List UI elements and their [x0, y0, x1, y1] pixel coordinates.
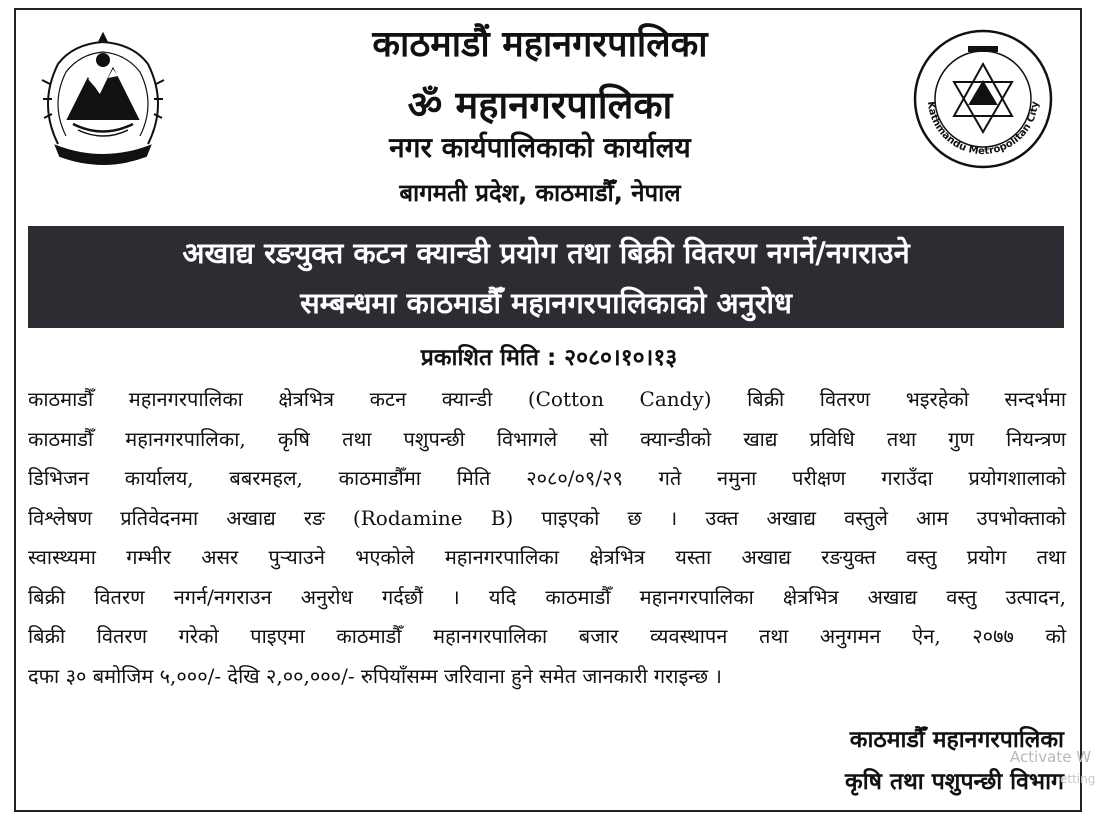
notice-title-banner: [28, 226, 1064, 328]
body-line: डिभिजन कार्यालय, बबरमहल, काठमाडौँमा मिति २०८०/०९/२९ गते नमुना परीक्षण गराउँदा प्रयोगशालाको: [28, 466, 1066, 490]
notice-title-line-1: अखाद्य रङयुक्त कटन क्यान्डी प्रयोग तथा बिक्री वितरण नगर्ने/नगराउने: [182, 236, 910, 270]
notice-title-line-2: सम्बन्धमा काठमाडौँ महानगरपालिकाको अनुरोध: [300, 286, 792, 320]
nepal-emblem-icon: [28, 24, 178, 174]
org-name-stylized-heading: ॐ महानगरपालिका: [407, 82, 673, 127]
seal-text: Kathmandu Metropolitan City: [924, 100, 1042, 158]
activate-windows-watermark-sub: etting: [1060, 772, 1096, 786]
address-heading: बागमती प्रदेश, काठमाडौँ, नेपाल: [399, 179, 681, 207]
notice-body: [28, 380, 1066, 696]
body-line: काठमाडौँ महानगरपालिका क्षेत्रभित्र कटन क्यान्डी (Cotton Candy) बिक्री वितरण भइरहेको सन्दर्भमा: [28, 387, 1066, 411]
body-line: स्वास्थ्यमा गम्भीर असर पुऱ्याउने भएकोले महानगरपालिका क्षेत्रभित्र यस्ता अखाद्य रङयुक्त वस्तु प्रयोग तथा: [28, 545, 1066, 569]
body-line: बिक्री वितरण नगर्न/नगराउन अनुरोध गर्दछौं । यदि काठमाडौँ महानगरपालिका क्षेत्रभित्र अखाद्य वस्तु उत्पादन,: [28, 584, 1066, 609]
activate-windows-watermark: Activate W: [1010, 748, 1092, 766]
publish-date: प्रकाशित मिति : २०८०।१०।१३: [420, 345, 678, 371]
body-line: दफा ३० बमोजिम ५,०००/- देखि २,००,०००/- रुपियाँसम्म जरिवाना हुने समेत जानकारी गराइन्छ ।: [28, 663, 722, 688]
kathmandu-metropolitan-seal-icon: [908, 24, 1058, 174]
body-line: बिक्री वितरण गरेको पाइएमा काठमाडौँ महानगरपालिका बजार व्यवस्थापन तथा अनुगमन ऐन, २०७७ को: [28, 624, 1066, 648]
signature-department: कृषि तथा पशुपन्छी विभाग: [845, 769, 1064, 795]
svg-text:Kathmandu Metropolitan City: [925, 100, 1041, 157]
org-name-heading: काठमाडौं महानगरपालिका: [372, 24, 708, 65]
signature-org: काठमाडौँ महानगरपालिका: [849, 727, 1064, 753]
office-heading: नगर कार्यपालिकाको कार्यालय: [389, 131, 691, 164]
body-line: काठमाडौँ महानगरपालिका, कृषि तथा पशुपन्छी विभागले सो क्यान्डीको खाद्य प्रविधि तथा गुण नियन्त्रण: [28, 426, 1066, 451]
body-line: विश्लेषण प्रतिवेदनमा अखाद्य रङ (Rodamine B) पाइएको छ । उक्त अखाद्य वस्तुले आम उपभोक्ताको: [28, 505, 1066, 530]
